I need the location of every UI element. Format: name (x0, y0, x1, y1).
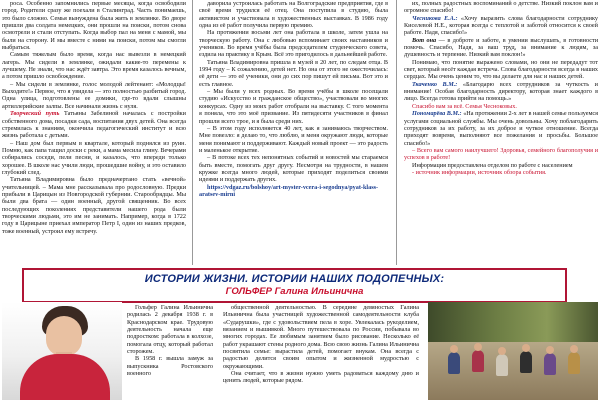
paragraph-text: «Благодарю всех сотрудников за чуткость и внимание! Особая благодарность директору, которая знает каждого в лицо. Всегда готова прийти на помощь.» (404, 80, 598, 103)
paragraph: Спасибо вам за всё. Семья Чесноковых. (412, 102, 517, 110)
paragraph (404, 15, 598, 37)
paragraph: – В этом году исполняется 40 лет, как я занимаюсь творчеством. Мне повезло: я делаю то, что люблю, и меня окружают люди, которые меня понимают и поддерживают. Каждый новый проект — это радость и маленькое открытие. (199, 124, 388, 154)
paragraph: их, полных радостных воспоминаний о детстве. Низкий поклон вам и огромное спасибо! (404, 0, 598, 15)
photo-person-head (522, 344, 530, 352)
photo-person (496, 354, 508, 376)
paragraph: - источник информации, источник обзора события. (412, 168, 547, 176)
group-photo (428, 302, 598, 400)
bio-column-2 (223, 304, 419, 400)
paragraph: – В потоке всех тех непонятных событий и новостей мы стараемся быть вместе, помогать друг другу. Несмотря на трудности, в нашем кружке всегда много людей, которые приходят поделиться своими идеями и поддержать других. (199, 154, 388, 184)
paragraph: В 1958 г. вышла замуж за выпускника Ростовского военного (127, 355, 213, 378)
photo-person (568, 352, 580, 374)
lead-in: Чесникова Е.А.: (412, 14, 458, 22)
paragraph: – Всего вам самого наилучшего! Здоровья, семейного благополучия и успехов в работе! (404, 146, 598, 162)
lead-in: Творческий путь (10, 110, 60, 118)
paragraph (404, 37, 598, 59)
portrait-photo (2, 302, 122, 400)
paragraph (404, 110, 598, 147)
lead-in: Вот она (412, 36, 437, 44)
column-divider (192, 0, 193, 265)
article-link[interactable]: https://vdgaz.ru/bolshoy/art-myster-vcera-i-segodnya/pyat-klass-aratsev-mirni (199, 183, 379, 198)
paragraph: Татьяна Владимировна было предначертано стать «вечной» учительницей. – Мама мне рассказывала про родословную. Предки прибыли в Царицын из Новгородской губернии. Старообрядцы. Мы были два брата — один военный, другой священник. Во всех последующих поколениях представители нашего рода были творческими людьми, это им не занимать. Например, когда в 1722 году в Царицыне приехал император Петр I, один из наших предков, тоже военный, устроил ему встречу. (2, 176, 186, 235)
paragraph: Самым тяжелым было время, когда нас вывезли в немецкий лагерь. Мы сидели в землянке, ожидали какие-то перемены к лучшему. Не знали, что нас ждёт завтра. Это время казалось вечным, а потом пришло освобождение. (2, 51, 186, 81)
paragraph: – Мы сидели в землянке, голос молодой лейтенант: «Молодцы! Выходите!» Первое, что я увидела — это полностью разбитый город. Одна улица, подготовлены ее домики, где-то вдали слышны артиллерийские залпы. Все начинали жизнь с нуля. (2, 80, 186, 110)
section-banner (22, 268, 567, 303)
photo-person-head (474, 343, 482, 351)
column-divider (396, 0, 397, 265)
photo-person (448, 352, 460, 374)
paragraph-text: «Хочу выразить слова благодарности сотруднику Киселевой Н.Е., которая всегда с теплотой и заботой относится к своей работе. Надя, спасибо!» (404, 14, 598, 37)
paragraph-text: — в доброте и заботе, в умении выслушать, в готовности помочь. Спасибо, Надя, за ваш труд, за внимание к людям, за душевность и терпение. Низкий вам поклон!» (404, 36, 598, 59)
lead-in: Пономарёва В.М.: (412, 110, 462, 118)
bio-column-1 (127, 304, 213, 400)
paragraph: Татьяна Владимировна пришла в музей в 20 лет, по следам отца. В 1994 году – К сожалению, детей нет. Но она от этого не ожесточилась: её дети — это её ученики, они до сих пор пишут ей письма. Вот это и есть главное. (199, 58, 388, 88)
paragraph (2, 110, 186, 139)
paragraph: – Наш дом был первым в квартале, который поднялся из руин. Помню, как папа тащил доски с реки, а мама месила глину. Вечерами собирались соседи, пели песни, и казалось, что впереди только хорошее. В школе нас учили люди, прошедшие войну, и это оставило глубокий след. (2, 139, 186, 176)
photo-backdrop (428, 302, 598, 342)
photo-person-head (570, 345, 578, 353)
paragraph: Она считает, что в жизни нужно уметь радоваться каждому дню и ценить людей, которые рядом. (223, 370, 419, 385)
paragraph-text: Татьяны Забелиной началась с постройки собственного дома, посадки сада, воспитания двух детей. Она всегда стремилась к знаниям, окончила педагогический институт и всю жизнь работала с детьми. (2, 110, 186, 140)
paragraph: На протяжении восьми лет она работала в школе, затем ушла на творческую работу. Она с любовью вспоминает своих наставников и учеников. Во время учёбы была председателем студенческого совета, ездила на практику в Крым. Всё это пригодилось в дальнейшей работе. (199, 29, 388, 59)
lead-in: Ткаченко В.М.: (412, 80, 458, 88)
paragraph: Гольфер Галина Ильинична родилась 2 декабря 1938 г. в Краснодарском крае. Трудовую деятельность начала еще подростком: работала в колхозе, помогала отцу, который работал сторожем. (127, 304, 213, 356)
photo-face (46, 316, 82, 356)
paragraph: роса. Особенно запомнились первые месяцы, когда освободили город. Родители сразу же поехали в Сталинград. Часть понимаешь, это было сложно. Семья вынуждена была жить в землянке. Во дворе пришли два солдата немецких, они прошли на поиски, потом снова осмотрели и стали отступать. Когда выбор пал на меня с мамой, мы были на сторону. И мы вместе с ними на поиски, потом мы смогли выбраться. (2, 0, 186, 52)
article-column-3 (404, 0, 598, 267)
paragraph (404, 81, 598, 103)
paragraph-text: «На протяжении 2-х лет в нашей семье пользуемся услугами социальной службы. Мы очень довольны. Хочу поблагодарить сотрудников за их работу, за их доброе и чуткое отношение. Всегда приходят вовремя, выполняют все пожелания и просьбы. Большое спасибо!» (404, 110, 598, 147)
photo-person (472, 350, 484, 372)
photo-person-head (498, 347, 506, 355)
photo-person (544, 353, 556, 375)
paragraph: – Мы были у всех родных. Во время учёбы в школе посещали студию «Искусство и гражданское общество», участвовали во многих конкурсах. Одну из моих работ отобрали на выставку. С того момента я поняла, что это моё призвание. Из пятидесяти участников в финал прошли всего трое, и я была среди них. (199, 88, 388, 125)
banner-subtitle: ГОЛЬФЕР Галина Ильинична (225, 286, 364, 297)
photo-person-head (450, 345, 458, 353)
article-column-1 (2, 0, 186, 267)
banner-title: ИСТОРИИ ЖИЗНИ. ИСТОРИИ НАШИХ ПОДОПЕЧНЫХ: (144, 273, 445, 285)
photo-person-head (546, 346, 554, 354)
photo-person (520, 351, 532, 373)
paragraph: общественной деятельностью. В середине девяностых Галина Ильинична была участницей художественной самодеятельности клуба «Сударушки», где с удовольствием пела в хоре. Увлекалась рукоделием, вязанием и вышивкой. Много путешествовала по России, побывала во многих городах. Ее любимым занятием было рисование. Несколько её работ украшают стены родного дома. Всю свою жизнь Галина Ильинична посвятила семье: вырастила детей, помогает внукам. Она всегда с радостью делится своим опытом и жизненной мудростью с окружающими. (223, 304, 419, 370)
paragraph: даворила устроилась работать на Волгоградские предприятия, где в своё время трудился её отец. Она поступила в студию, была активистом и участвовала в художественных выставках. В 1986 году одна из её работ получила первую премию. (199, 0, 388, 30)
paragraph: Информация предоставлена отделом по работе с населением (412, 161, 573, 169)
paragraph: Понимаю, что понятие выражено словами, но они не передадут тот свет, который несёт каждая встреча. Слова благодарности всегда в наших сердцах. Мы очень ценим то, что вы делаете для нас и наших детей. (404, 58, 598, 81)
article-column-2 (199, 0, 388, 267)
